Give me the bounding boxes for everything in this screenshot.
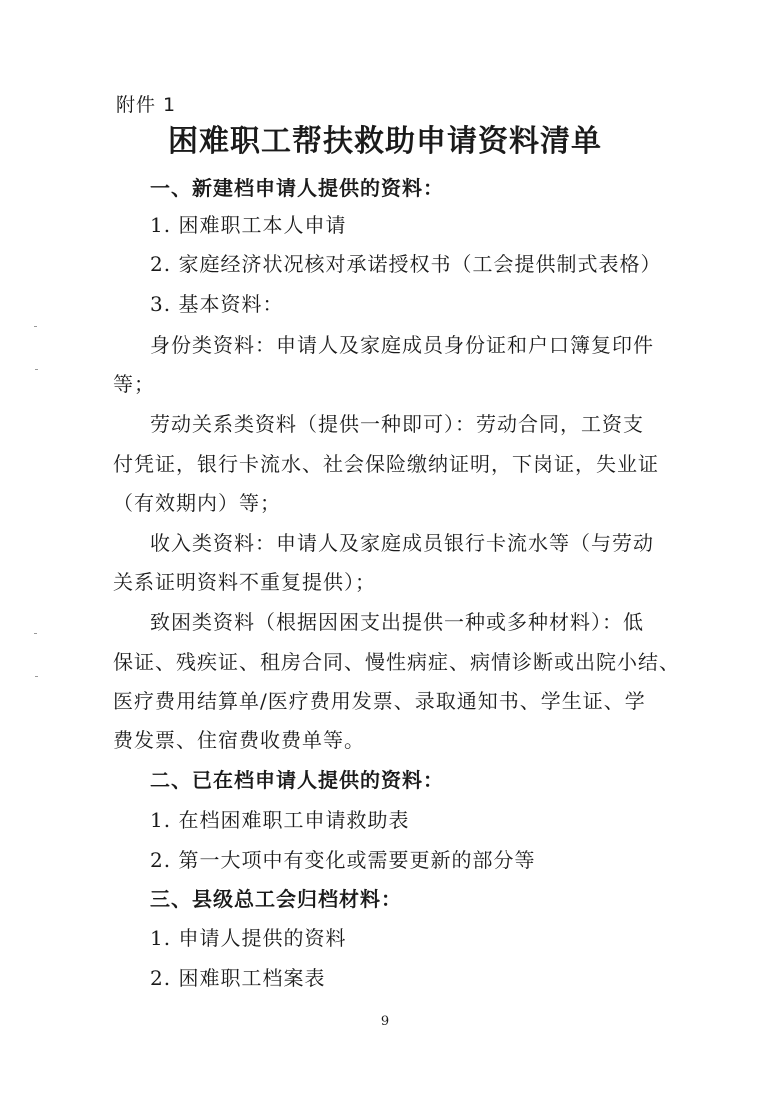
section-heading-1: 一、新建档申请人提供的资料： — [150, 176, 444, 200]
paragraph-hardship-line-2: 保证、残疾证、租房合同、慢性病症、病情诊断或出院小结、 — [113, 650, 680, 674]
paragraph-labor-line-3: （有效期内）等； — [113, 491, 281, 515]
list-item-2-2: 2. 第一大项中有变化或需要更新的部分等 — [150, 848, 536, 872]
list-item-3-2: 2. 困难职工档案表 — [150, 966, 326, 990]
scan-speck — [35, 369, 38, 370]
list-item-1-2: 2. 家庭经济状况核对承诺授权书（工会提供制式表格） — [150, 252, 662, 276]
list-item-2-1: 1. 在档困难职工申请救助表 — [150, 808, 410, 832]
paragraph-hardship-line-1: 致困类资料（根据因困支出提供一种或多种材料）：低 — [150, 610, 644, 634]
list-item-1-1: 1. 困难职工本人申请 — [150, 213, 347, 237]
scan-speck — [34, 326, 37, 327]
paragraph-identity-line-2: 等； — [113, 372, 155, 396]
paragraph-hardship-line-3: 医疗费用结算单/医疗费用发票、录取通知书、学生证、学 — [113, 689, 646, 713]
attachment-label: 附件 1 — [116, 94, 177, 116]
scan-speck — [35, 676, 38, 677]
section-heading-3: 三、县级总工会归档材料： — [150, 887, 402, 911]
paragraph-labor-line-2: 付凭证，银行卡流水、社会保险缴纳证明，下岗证，失业证 — [113, 452, 659, 476]
page-number: 9 — [380, 1014, 390, 1029]
paragraph-labor-line-1: 劳动关系类资料（提供一种即可）：劳动合同，工资支 — [150, 412, 644, 436]
scan-speck — [34, 633, 37, 634]
paragraph-hardship-line-4: 费发票、住宿费收费单等。 — [113, 728, 365, 752]
page-title: 困难职工帮扶救助申请资料清单 — [168, 124, 602, 159]
section-heading-2: 二、已在档申请人提供的资料： — [150, 768, 444, 792]
list-item-1-3: 3. 基本资料： — [150, 292, 284, 316]
paragraph-income-line-2: 关系证明资料不重复提供）； — [113, 570, 376, 594]
list-item-3-1: 1. 申请人提供的资料 — [150, 926, 347, 950]
paragraph-income-line-1: 收入类资料：申请人及家庭成员银行卡流水等（与劳动 — [150, 531, 654, 555]
paragraph-identity-line-1: 身份类资料：申请人及家庭成员身份证和户口簿复印件 — [150, 333, 654, 357]
